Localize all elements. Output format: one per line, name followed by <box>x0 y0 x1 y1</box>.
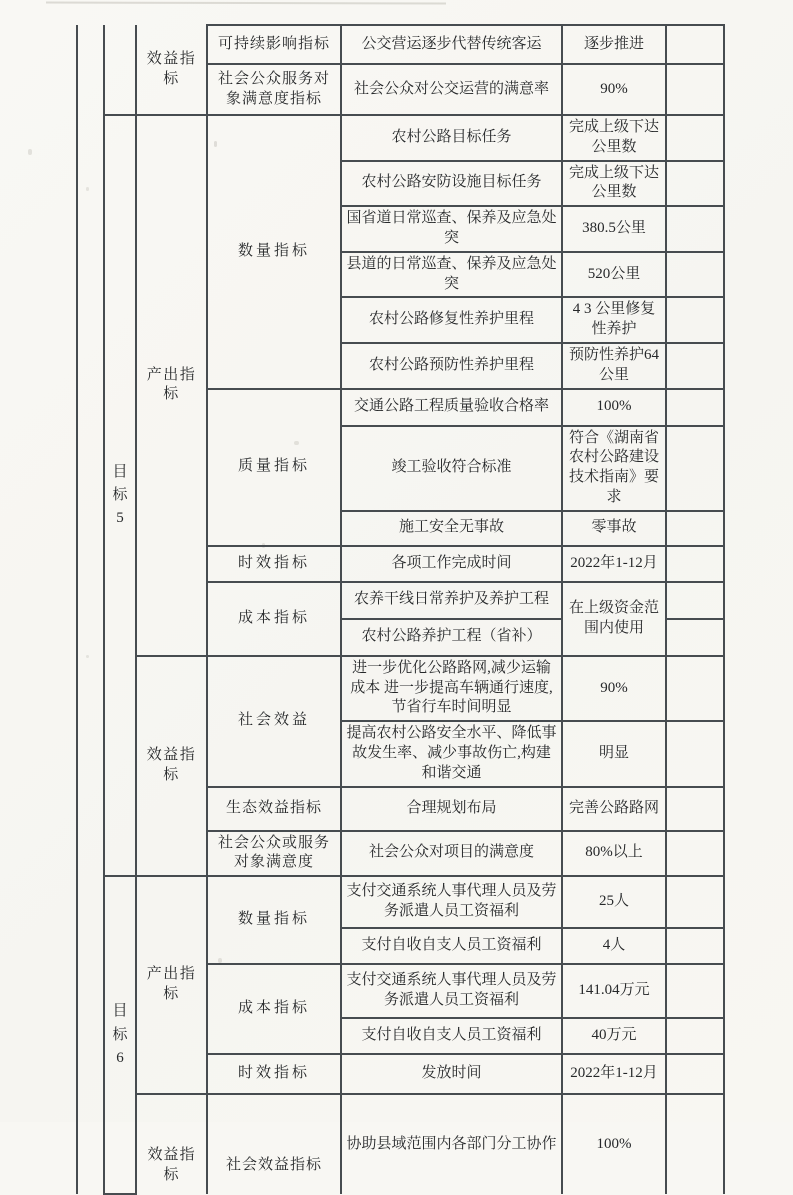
table-row <box>77 656 724 721</box>
table-row <box>77 25 724 64</box>
empty-cell <box>666 582 724 619</box>
target-value-cell: 40万元 <box>562 1018 666 1054</box>
indicator-name-cell: 农村公路养护工程（省补） <box>341 619 562 656</box>
indicator-name-cell: 公交营运逐步代替传统客运 <box>341 25 562 64</box>
target-value-cell: 90% <box>562 64 666 115</box>
indicator-name-cell: 农村公路目标任务 <box>341 115 562 161</box>
indicator-name-cell: 进一步优化公路路网,减少运输成本 进一步提高车辆通行速度,节省行车时间明显 <box>341 656 562 721</box>
indicator-name-cell: 县道的日常巡查、保养及应急处突 <box>341 252 562 298</box>
indicator-type-cell: 成本指标 <box>207 582 341 656</box>
indicator-type-cell: 成本指标 <box>207 964 341 1054</box>
indicator-type-cell: 时效指标 <box>207 1054 341 1094</box>
indicator-type-cell: 社会公众服务对象满意度指标 <box>207 64 341 115</box>
target-value-cell: 141.04万元 <box>562 964 666 1018</box>
empty-cell <box>666 161 724 207</box>
target-value-cell: 符合《湖南省农村公路建设技术指南》要求 <box>562 426 666 511</box>
target-value-cell: 在上级资金范围内使用 <box>562 582 666 656</box>
target-value-cell: 4 3 公里修复性养护 <box>562 297 666 343</box>
indicator-name-cell: 社会公众对公交运营的满意率 <box>341 64 562 115</box>
indicator-type-cell: 质量指标 <box>207 389 341 546</box>
indicator-name-cell: 支付交通系统人事代理人员及劳务派遣人员工资福利 <box>341 876 562 928</box>
indicator-name-cell: 竣工验收符合标准 <box>341 426 562 511</box>
scan-artifact <box>46 1 446 4</box>
indicator-name-cell: 农村公路安防设施目标任务 <box>341 161 562 207</box>
empty-cell <box>666 389 724 426</box>
indicator-name-cell: 发放时间 <box>341 1054 562 1094</box>
empty-cell <box>666 721 724 786</box>
target-value-cell: 逐步推进 <box>562 25 666 64</box>
indicator-name-cell: 各项工作完成时间 <box>341 546 562 582</box>
table-row-partial <box>77 1094 724 1194</box>
empty-cell <box>666 343 724 389</box>
category-cell: 效益指标 <box>136 1094 207 1194</box>
target-value-cell: 预防性养护64公里 <box>562 343 666 389</box>
empty-cell <box>666 426 724 511</box>
target-value-cell: 完善公路路网 <box>562 787 666 831</box>
goal-label: 目标6 <box>104 876 136 1194</box>
indicator-name-cell: 社会公众对项目的满意度 <box>341 831 562 877</box>
empty-cell <box>666 928 724 964</box>
indicator-name-cell: 协助县域范围内各部门分工协作 <box>341 1094 562 1194</box>
indicator-name-cell: 农养干线日常养护及养护工程 <box>341 582 562 619</box>
indicator-type-cell: 可持续影响指标 <box>207 25 341 64</box>
target-value-cell: 100% <box>562 1094 666 1194</box>
indicator-name-cell: 交通公路工程质量验收合格率 <box>341 389 562 426</box>
target-value-cell: 2022年1-12月 <box>562 1054 666 1094</box>
indicator-name-cell: 提高农村公路安全水平、降低事故发生率、减少事故伤亡,构建和谐交通 <box>341 721 562 786</box>
indicator-type-cell: 社会效益 <box>207 656 341 787</box>
target-value-cell: 25人 <box>562 876 666 928</box>
left-margin-column-cell <box>77 25 104 1194</box>
category-cell: 效益指标 <box>136 25 207 115</box>
target-value-cell: 完成上级下达公里数 <box>562 115 666 161</box>
target-value-cell: 380.5公里 <box>562 206 666 252</box>
table-row <box>77 115 724 161</box>
indicator-type-cell: 社会公众或服务对象满意度 <box>207 831 341 877</box>
category-cell: 产出指标 <box>136 876 207 1094</box>
empty-cell <box>666 876 724 928</box>
goal-label: 目标5 <box>104 115 136 876</box>
indicator-type-cell: 生态效益指标 <box>207 787 341 831</box>
performance-indicator-table-clip <box>76 24 728 1183</box>
empty-cell <box>666 206 724 252</box>
indicator-name-cell: 施工安全无事故 <box>341 511 562 546</box>
empty-cell <box>666 1018 724 1054</box>
empty-cell <box>666 115 724 161</box>
indicator-name-cell: 支付自收自支人员工资福利 <box>341 1018 562 1054</box>
indicator-type-cell: 数量指标 <box>207 115 341 389</box>
target-value-cell: 完成上级下达公里数 <box>562 161 666 207</box>
indicator-name-cell: 支付自收自支人员工资福利 <box>341 928 562 964</box>
category-cell: 效益指标 <box>136 656 207 876</box>
indicator-name-cell: 农村公路修复性养护里程 <box>341 297 562 343</box>
performance-indicator-table <box>76 24 725 1195</box>
indicator-name-cell: 农村公路预防性养护里程 <box>341 343 562 389</box>
empty-cell <box>666 64 724 115</box>
empty-cell <box>666 619 724 656</box>
empty-cell <box>666 656 724 721</box>
target-value-cell: 100% <box>562 389 666 426</box>
empty-cell <box>666 964 724 1018</box>
indicator-type-cell: 社会效益指标 <box>207 1094 341 1194</box>
empty-cell <box>666 25 724 64</box>
indicator-name-cell: 支付交通系统人事代理人员及劳务派遣人员工资福利 <box>341 964 562 1018</box>
indicator-name-cell: 国省道日常巡查、保养及应急处突 <box>341 206 562 252</box>
empty-cell <box>666 252 724 298</box>
target-value-cell: 零事故 <box>562 511 666 546</box>
indicator-type-cell: 数量指标 <box>207 876 341 964</box>
indicator-name-cell: 合理规划布局 <box>341 787 562 831</box>
empty-cell <box>666 831 724 877</box>
goal-column-empty-cell <box>104 25 136 115</box>
scan-artifact <box>28 149 32 155</box>
empty-cell <box>666 546 724 582</box>
table-row <box>77 876 724 928</box>
empty-cell <box>666 787 724 831</box>
target-value-cell: 80%以上 <box>562 831 666 877</box>
target-value-cell: 明显 <box>562 721 666 786</box>
category-cell: 产出指标 <box>136 115 207 656</box>
target-value-cell: 2022年1-12月 <box>562 546 666 582</box>
empty-cell <box>666 1054 724 1094</box>
empty-cell <box>666 297 724 343</box>
target-value-cell: 4人 <box>562 928 666 964</box>
empty-cell <box>666 1094 724 1194</box>
indicator-type-cell: 时效指标 <box>207 546 341 582</box>
empty-cell <box>666 511 724 546</box>
target-value-cell: 90% <box>562 656 666 721</box>
target-value-cell: 520公里 <box>562 252 666 298</box>
